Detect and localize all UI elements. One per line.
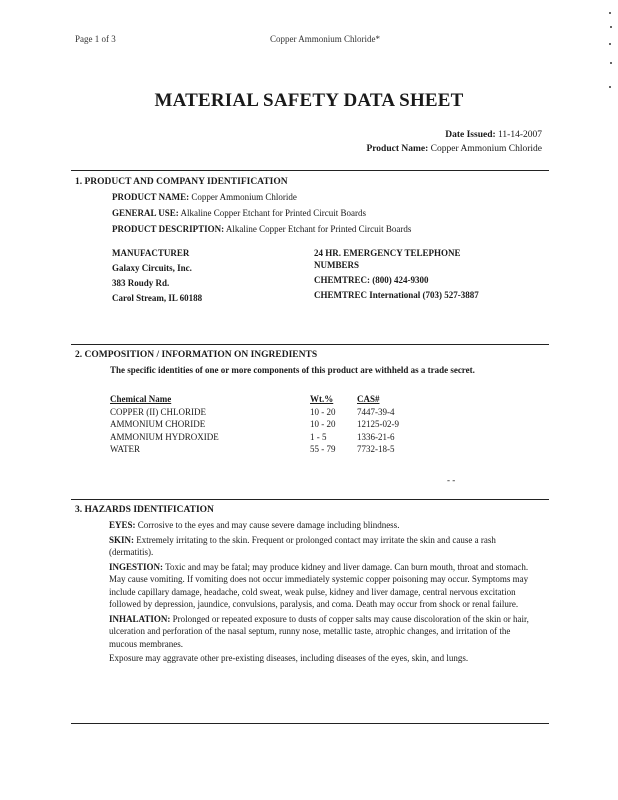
scan-speck	[609, 43, 611, 45]
chemical-cas: 7732-18-5	[357, 444, 395, 454]
scan-speck	[609, 86, 611, 88]
section-divider	[71, 723, 549, 724]
skin-text: Extremely irritating to the skin. Frequent or prolonged contact may irritate the skin and cause a rash (dermatitis).	[109, 534, 496, 557]
product-name-value: Copper Ammonium Chloride	[430, 144, 542, 154]
table-row	[110, 432, 399, 445]
col-cas: CAS#	[357, 394, 380, 404]
emergency-block	[314, 247, 479, 301]
chemical-name: AMMONIUM HYDROXIDE	[110, 431, 219, 442]
col-wt: Wt.%	[310, 394, 334, 404]
chemical-name: AMMONIUM CHORIDE	[110, 419, 206, 429]
chemical-wt: 1 - 5	[310, 431, 327, 442]
chemtrec-international: CHEMTREC International (703) 527-3887	[314, 290, 479, 300]
date-issued-value: 11-14-2007	[498, 130, 542, 140]
table-row	[110, 444, 399, 457]
product-name-label: Product Name:	[366, 144, 429, 154]
scan-speck	[610, 62, 612, 64]
hazard-skin	[109, 534, 529, 559]
hazard-eyes	[109, 519, 529, 532]
trade-secret-note: The specific identities of one or more components of this product are withheld as a trade secret.	[110, 365, 475, 375]
inhalation-text: Prolonged or repeated exposure to dusts of copper salts may cause discoloration of the skin or hair, ulceration and perforation of the nasal septum, runny nose, metallic taste, atrophic changes, and irritation of the mucous membranes.	[109, 613, 529, 649]
hazard-inhalation	[109, 613, 529, 651]
section-divider	[71, 344, 549, 345]
chemical-wt: 55 - 79	[310, 444, 336, 454]
document-title: MATERIAL SAFETY DATA SHEET	[154, 90, 464, 111]
chemical-cas: 1336-21-6	[357, 431, 395, 442]
inhalation-label: INHALATION:	[109, 613, 171, 624]
section-divider	[71, 170, 549, 171]
s1-product-description	[112, 223, 411, 235]
s1-general-use	[112, 207, 366, 219]
eyes-text: Corrosive to the eyes and may cause severe damage including blindness.	[137, 520, 400, 530]
manufacturer-city: Carol Stream, IL 60188	[112, 293, 203, 303]
s1-general-use-label: GENERAL USE:	[112, 208, 179, 218]
hazards-body	[109, 519, 529, 667]
chemical-name: WATER	[110, 444, 140, 454]
ingredients-table	[110, 394, 399, 457]
s1-product-desc-label: PRODUCT DESCRIPTION:	[112, 224, 225, 234]
chemical-cas: 7447-39-4	[357, 406, 395, 417]
chemical-name: COPPER (II) CHLORIDE	[110, 406, 206, 417]
section2-heading: 2. COMPOSITION / INFORMATION ON INGREDIENTS	[75, 350, 318, 360]
section-divider	[71, 499, 549, 500]
hazard-ingestion	[109, 561, 529, 611]
scan-speck	[610, 26, 612, 28]
col-chemical-name: Chemical Name	[110, 394, 172, 404]
manufacturer-name: Galaxy Circuits, Inc.	[112, 263, 192, 273]
skin-label: SKIN:	[109, 534, 135, 545]
header-product: Copper Ammonium Chloride*	[270, 34, 380, 44]
date-issued-line	[445, 130, 542, 140]
eyes-label: EYES:	[109, 520, 136, 530]
chemtrec-number: CHEMTREC: (800) 424-9300	[314, 275, 429, 285]
table-row	[110, 419, 399, 432]
chemical-wt: 10 - 20	[310, 419, 336, 429]
page-number: Page 1 of 3	[75, 34, 116, 44]
table-dashes: - -	[447, 475, 456, 485]
section1-heading: 1. PRODUCT AND COMPANY IDENTIFICATION	[75, 177, 288, 187]
chemical-cas: 12125-02-9	[357, 419, 399, 429]
s1-product-name-value: Copper Ammonium Chloride	[191, 192, 297, 202]
emergency-label-1: 24 HR. EMERGENCY TELEPHONE	[314, 248, 461, 258]
section3-heading: 3. HAZARDS IDENTIFICATION	[75, 505, 214, 515]
s1-product-name	[112, 191, 297, 203]
s1-product-name-label: PRODUCT NAME:	[112, 192, 190, 202]
manufacturer-block	[112, 247, 202, 304]
product-name-line	[366, 144, 542, 154]
ingestion-label: INGESTION:	[109, 561, 164, 572]
s1-general-use-value: Alkaline Copper Etchant for Printed Circuit Boards	[180, 208, 367, 218]
ingestion-text: Toxic and may be fatal; may produce kidney and liver damage. Can burn mouth, throat and stomach. May cause vomiting. If vomiting does not occur immediately systemic copper poisoning may occur. Symptoms may include capillary damage, headache, cold sweat, weak pulse, kidney and liver damage, central nervous excitation followed by depression, jaundice, convulsions, paralysis, and coma. Death may occur from shock or renal failure.	[109, 561, 529, 609]
s1-product-desc-value: Alkaline Copper Etchant for Printed Circuit Boards	[225, 224, 412, 234]
chemical-wt: 10 - 20	[310, 406, 336, 417]
emergency-label-2: NUMBERS	[314, 260, 360, 270]
manufacturer-label: MANUFACTURER	[112, 248, 190, 258]
table-row	[110, 407, 399, 420]
scan-speck	[609, 12, 611, 14]
hazard-exposure: Exposure may aggravate other pre-existing diseases, including diseases of the eyes, skin, and lungs.	[109, 653, 469, 663]
table-header-row	[110, 394, 399, 407]
manufacturer-street: 383 Roudy Rd.	[112, 278, 170, 288]
date-issued-label: Date Issued:	[445, 130, 496, 140]
